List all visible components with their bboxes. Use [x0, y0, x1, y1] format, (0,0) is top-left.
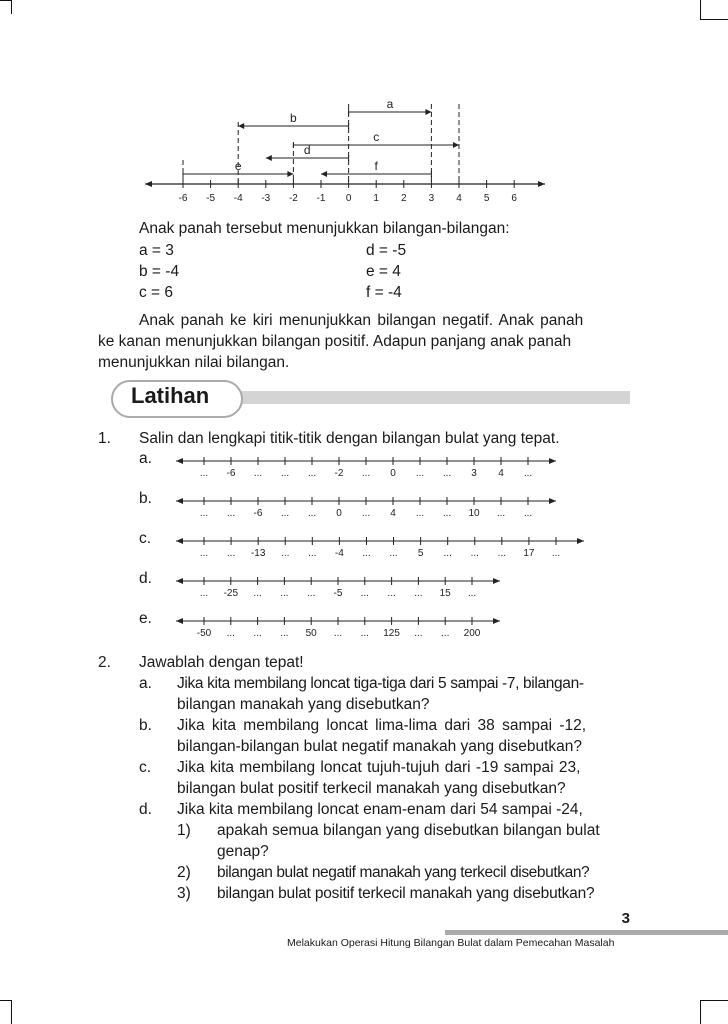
- exercise-label: 10: [468, 508, 480, 519]
- exercise-label: ...: [280, 588, 289, 599]
- arrow-label: e: [234, 159, 242, 173]
- axis-arrow-left-icon: [176, 498, 183, 504]
- exercise-label: ...: [280, 628, 289, 639]
- exercise-label: 15: [439, 588, 451, 599]
- q2-d-sub1-line2: genap?: [217, 843, 269, 860]
- q1-item-e-letter: e.: [139, 610, 152, 627]
- axis-tick-label: 4: [456, 193, 462, 204]
- exercise-label: ...: [199, 548, 209, 559]
- axis-tick-label: 3: [428, 193, 435, 204]
- exercise-label: ...: [307, 588, 316, 599]
- exercise-label: ...: [415, 468, 425, 479]
- axis-tick-label: 6: [511, 193, 517, 204]
- axis-tick-label: -3: [261, 193, 271, 204]
- axis-arrow-right-icon: [577, 538, 584, 544]
- exercise-label: ...: [360, 588, 369, 599]
- exercise-label: ...: [523, 468, 533, 479]
- exercise-label: ...: [226, 548, 236, 559]
- axis-arrow-right-icon: [549, 458, 556, 464]
- exercise-label: ...: [199, 468, 209, 479]
- arrow-label: f: [374, 159, 378, 173]
- exercise-label: ...: [415, 508, 425, 519]
- axis-tick-label: -5: [206, 193, 216, 204]
- axis-tick-label: -1: [316, 193, 326, 204]
- q2-b-line1: Jika kita membilang loncat lima-lima dari 38 sampai -12,: [177, 717, 587, 734]
- answer-d: d = -5: [366, 242, 407, 259]
- axis-arrow-right-icon: [549, 498, 556, 504]
- exercise-label: ...: [307, 468, 317, 479]
- footer-rule: [445, 930, 728, 935]
- q1-item-c-letter: c.: [139, 530, 152, 547]
- explanation-line-2: ke kanan menunjukkan bilangan positif. Adapun panjang anak panah: [98, 333, 572, 350]
- explanation-line-3: menunjukkan nilai bilangan.: [98, 354, 290, 371]
- q2-a-line1: Jika kita membilang loncat tiga-tiga dari 5 sampai -7, bilangan-: [177, 675, 584, 692]
- q2-a-letter: a.: [139, 675, 152, 692]
- exercise-label: -4: [334, 548, 344, 559]
- q2-d-line1: Jika kita membilang loncat enam-enam dari 54 sampai -24,: [177, 801, 583, 818]
- exercise-label: ...: [226, 628, 235, 639]
- exercise-label: 3: [471, 468, 477, 479]
- q1-text: Salin dan lengkapi titik-titik dengan bilangan bulat yang tepat.: [139, 430, 560, 447]
- axis-tick-label: -2: [288, 193, 298, 204]
- exercise-label: ...: [414, 588, 423, 599]
- exercise-label: -5: [333, 588, 343, 599]
- exercise-label: -25: [223, 588, 239, 599]
- exercise-label: 4: [390, 508, 396, 519]
- exercise-label: ...: [307, 508, 317, 519]
- exercise-label: ...: [280, 508, 290, 519]
- exercise-label: ...: [441, 628, 450, 639]
- q2-c-line2: bilangan bulat positif terkecil manakah yang disebutkan?: [177, 780, 566, 797]
- exercise-label: ...: [226, 508, 236, 519]
- answer-e: e = 4: [366, 263, 401, 280]
- exercise-label: 0: [390, 468, 396, 479]
- exercise-label: ...: [442, 508, 452, 519]
- axis-tick-label: 5: [483, 193, 490, 204]
- axis-tick-label: -4: [233, 193, 243, 204]
- exercise-label: ...: [280, 468, 290, 479]
- exercise-label: ...: [333, 628, 343, 639]
- axis-tick-label: -6: [178, 193, 188, 204]
- q2-d-sub3-line1: bilangan bulat positif terkecil manakah yang disebutkan?: [217, 885, 595, 902]
- q2-d-sub3-n: 3): [177, 885, 191, 902]
- exercise-label: ...: [387, 588, 396, 599]
- answer-c: c = 6: [139, 284, 174, 301]
- exercise-label: ...: [389, 548, 398, 559]
- exercise-label: 5: [417, 548, 424, 559]
- exercise-label: ...: [253, 588, 262, 599]
- page-number: 3: [621, 910, 630, 927]
- exercise-label: ...: [199, 508, 209, 519]
- q2-d-sub1-line1: apakah semua bilangan yang disebutkan bilangan bulat: [217, 822, 600, 839]
- exercise-label: ...: [442, 468, 452, 479]
- axis-tick-label: 1: [373, 193, 379, 204]
- exercise-label: ...: [253, 628, 262, 639]
- exercise-label: ...: [497, 548, 507, 559]
- q1-item-a-letter: a.: [139, 450, 152, 467]
- crop-mark: [700, 1000, 728, 1001]
- exercise-label: ...: [470, 548, 479, 559]
- q2-b-line2: bilangan-bilangan bulat negatif manakah yang disebutkan?: [177, 738, 583, 755]
- exercise-label: ...: [414, 628, 423, 639]
- answer-b: b = -4: [139, 263, 180, 280]
- q1-item-b-letter: b.: [139, 490, 152, 507]
- q2-d-sub1-n: 1): [177, 822, 191, 839]
- exercise-label: ...: [362, 548, 371, 559]
- footer-title: Melakukan Operasi Hitung Bilangan Bulat dalam Pemecahan Masalah: [287, 937, 615, 949]
- exercise-label: ...: [199, 588, 209, 599]
- exercise-label: ...: [551, 548, 561, 559]
- q1-item-d-letter: d.: [139, 570, 152, 587]
- axis-tick-label: 0: [345, 193, 352, 204]
- arrow-label: a: [386, 97, 394, 111]
- q2-b-letter: b.: [139, 717, 152, 734]
- exercise-label: 200: [463, 628, 481, 639]
- exercise-label: ...: [281, 548, 290, 559]
- exercise-label: ...: [360, 628, 369, 639]
- q2-d-sub2-line1: bilangan bulat negatif manakah yang terkecil disebutkan?: [217, 864, 590, 881]
- exercise-label: 0: [336, 508, 342, 519]
- axis-arrow-left-icon: [176, 458, 183, 464]
- crop-mark: [0, 1000, 12, 1001]
- latihan-title: Latihan: [131, 383, 210, 408]
- exercise-label: 50: [305, 628, 317, 639]
- q2-number: 2.: [98, 654, 111, 671]
- axis-arrow-left-icon: [176, 618, 183, 624]
- exercise-label: ...: [308, 548, 317, 559]
- arrow-label: c: [373, 130, 380, 144]
- q2-c-letter: c.: [139, 759, 152, 776]
- exercise-label: ...: [443, 548, 452, 559]
- crop-mark: [700, 1000, 701, 1024]
- axis-tick-label: 2: [401, 193, 407, 204]
- arrow-label: b: [290, 111, 297, 125]
- q2-a-line2: bilangan manakah yang disebutkan?: [177, 696, 430, 713]
- exercise-label: ...: [361, 508, 371, 519]
- exercise-label: -13: [250, 548, 266, 559]
- axis-arrow-left-icon: [176, 578, 183, 584]
- exercise-label: 125: [383, 628, 400, 639]
- arrow-label: d: [303, 143, 311, 157]
- axis-arrow-right-icon: [493, 578, 500, 584]
- exercise-label: ...: [361, 468, 371, 479]
- exercise-label: ...: [467, 588, 477, 599]
- exercise-label: -6: [253, 508, 263, 519]
- axis-arrow-right-icon: [493, 618, 500, 624]
- answer-f: f = -4: [366, 284, 402, 301]
- intro-line: Anak panah tersebut menunjukkan bilangan-bilangan:: [139, 220, 510, 237]
- answer-a: a = 3: [139, 242, 174, 259]
- q2-d-letter: d.: [139, 801, 152, 818]
- exercise-label: ...: [496, 508, 506, 519]
- q1-number: 1.: [98, 430, 111, 447]
- q2-d-sub2-n: 2): [177, 864, 191, 881]
- exercise-label: ...: [523, 508, 533, 519]
- exercise-label: ...: [253, 468, 263, 479]
- exercise-label: 17: [523, 548, 535, 559]
- exercise-label: 4: [498, 468, 504, 479]
- explanation-line-1: Anak panah ke kiri menunjukkan bilangan negatif. Anak panah: [139, 312, 584, 329]
- q2-c-line1: Jika kita membilang loncat tujuh-tujuh dari -19 sampai 23,: [177, 759, 581, 776]
- exercise-label: -6: [226, 468, 236, 479]
- exercise-label: -2: [334, 468, 344, 479]
- crop-mark: [11, 1000, 12, 1024]
- q2-text: Jawablah dengan tepat!: [139, 654, 304, 671]
- exercise-label: -50: [196, 628, 212, 639]
- axis-arrow-left-icon: [176, 538, 183, 544]
